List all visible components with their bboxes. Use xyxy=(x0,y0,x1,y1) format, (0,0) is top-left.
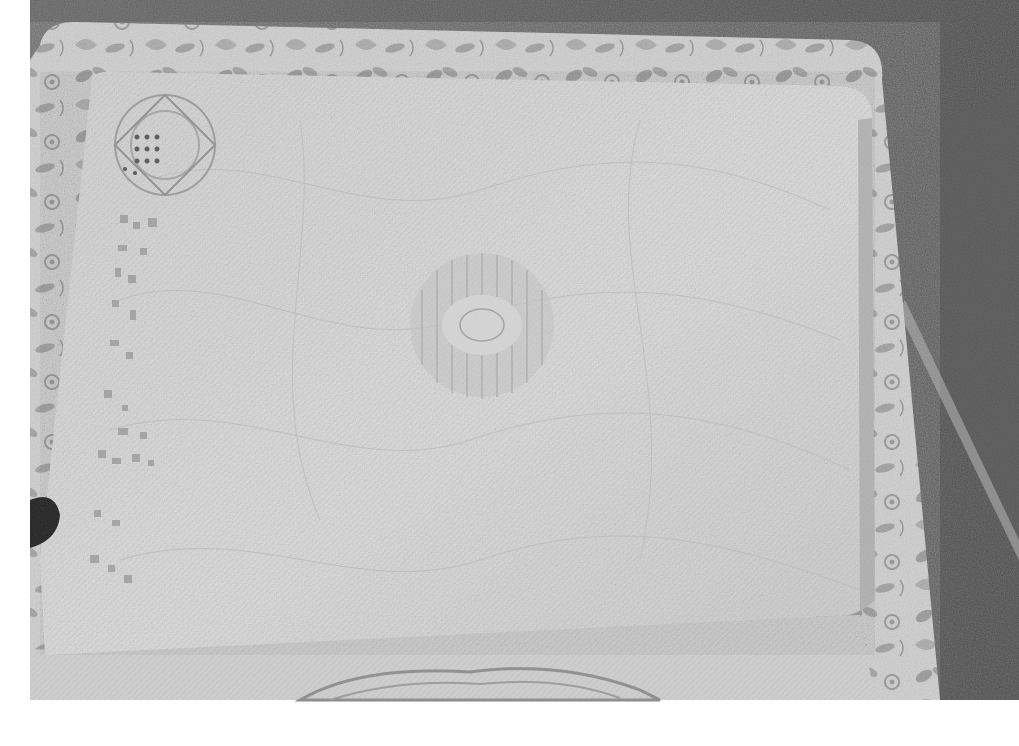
photo-grain xyxy=(30,0,1019,700)
